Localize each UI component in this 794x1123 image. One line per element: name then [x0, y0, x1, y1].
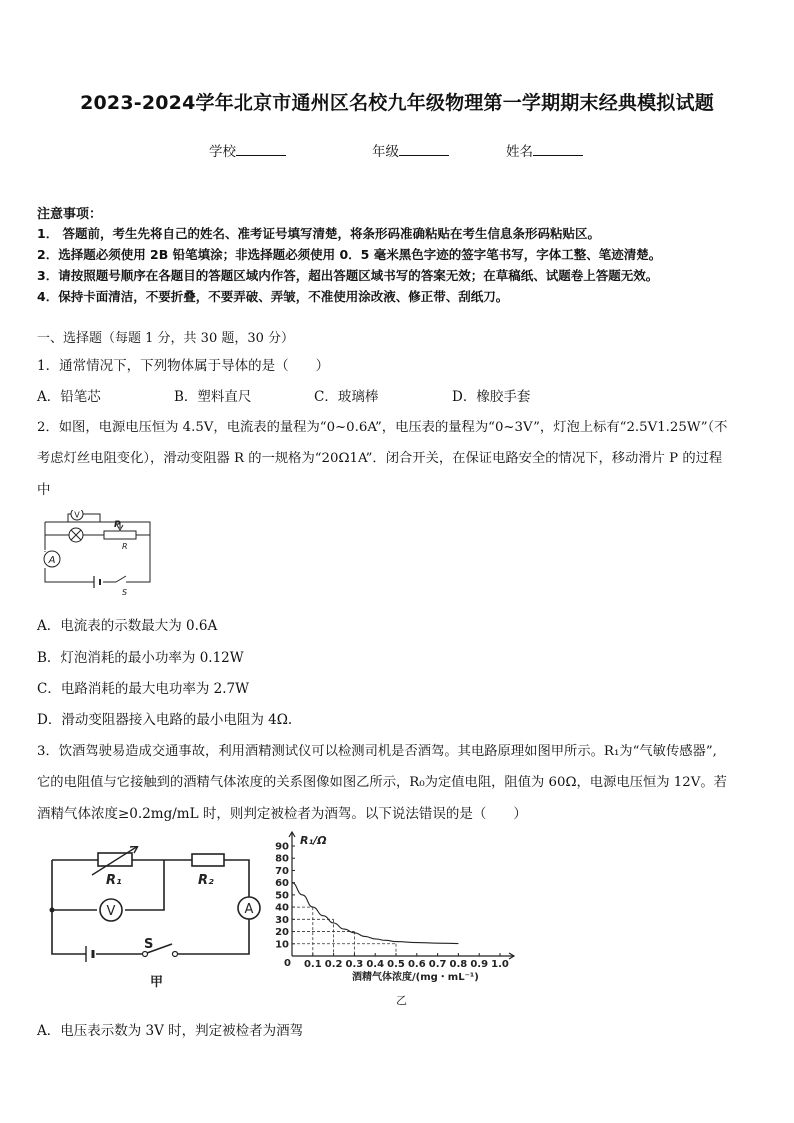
- q1-stem: 1．通常情况下，下列物体属于导体的是（ ）: [37, 358, 330, 374]
- x-tick-label: 0.7: [428, 959, 447, 970]
- ammeter-letter: A: [48, 555, 56, 566]
- y-tick-label: 40: [275, 902, 289, 914]
- note-item: 1． 答题前，考生先将自己的姓名、准考证号填写清楚，将条形码准确粘贴在考生信息条形码粘贴区。: [37, 226, 601, 241]
- q3-resistance-chart: [268, 828, 526, 1008]
- rheostat-symbol: [104, 531, 136, 539]
- x-tick-label: 0.6: [407, 959, 426, 970]
- grade-blank: [399, 142, 449, 156]
- figure-caption-jia: 甲: [150, 975, 164, 990]
- note-item: 4．保持卡面清洁，不要折叠，不要弄破、弄皱，不准使用涂改液、修正带、刮纸刀。: [37, 289, 509, 304]
- x-axis-label: 酒精气体浓度/(mg・mL⁻¹): [352, 972, 479, 983]
- name-field: [506, 140, 583, 160]
- q3-circuit-diagram: [38, 846, 268, 990]
- q3-line: 酒精气体浓度≥0.2mg/mL 时，则判定被检者为酒驾。以下说法错误的是（ ）: [37, 806, 527, 822]
- q2-option-d: D．滑动变阻器接入电路的最小电阻为 4Ω.: [37, 712, 293, 728]
- school-blank: [236, 142, 286, 156]
- ammeter-letter: A: [244, 902, 254, 917]
- q1-option-d: D．橡胶手套: [452, 389, 531, 405]
- q2-line: 考虑灯丝电阻变化），滑动变阻器 R 的一规格为“20Ω1A”．闭合开关，在保证电路安全的情况下，移动滑片 P 的过程: [37, 451, 723, 466]
- grade-label: 年级: [372, 144, 399, 160]
- note-item: 2．选择题必须使用 2B 铅笔填涂；非选择题必须使用 0．5 毫米黑色字迹的签字笔书写，字体工整、笔迹清楚。: [37, 247, 662, 262]
- y-tick-label: 90: [275, 841, 289, 853]
- x-tick-label: 0.4: [366, 959, 385, 970]
- y-tick-label: 70: [275, 865, 289, 877]
- junction-dot: [50, 908, 55, 913]
- q2-option-b: B．灯泡消耗的最小功率为 0.12W: [37, 650, 244, 666]
- q3-line: 它的电阻值与它接触到的酒精气体浓度的关系图像如图乙所示，R₀为定值电阻，阻值为 60Ω，电源电压恒为 12V。若: [37, 775, 727, 790]
- y-axis-label: R₁/Ω: [300, 834, 327, 847]
- slider-letter: P: [114, 520, 121, 530]
- q1-option-c: C．玻璃棒: [314, 389, 379, 405]
- q3-option-a: A．电压表示数为 3V 时，判定被检者为酒驾: [37, 1023, 304, 1039]
- voltmeter-letter: V: [74, 510, 80, 520]
- section-heading: 一、选择题（每题 1 分，共 30 题，30 分）: [37, 331, 295, 346]
- voltmeter-letter: V: [106, 904, 116, 919]
- q1-option-b: B．塑料直尺: [174, 389, 252, 405]
- q3-line: 3．饮酒驾驶易造成交通事故，利用酒精测试仪可以检测司机是否酒驾。其电路原理如图甲所示。R₁为“气敏传感器”,: [37, 744, 717, 759]
- x-tick-label: 0.3: [345, 959, 364, 970]
- switch-letter: S: [144, 937, 154, 952]
- note-item: 3．请按照题号顺序在各题目的答题区域内作答，超出答题区域书写的答案无效；在草稿纸、试题卷上答题无效。: [37, 268, 659, 283]
- page-title: 2023-2024学年北京市通州区名校九年级物理第一学期期末经典模拟试题: [80, 92, 714, 114]
- y-tick-label: 10: [275, 939, 289, 951]
- x-tick-label: 0.8: [449, 959, 468, 970]
- q2-option-c: C．电路消耗的最大电功率为 2.7W: [37, 681, 249, 697]
- r1-label: R₁: [106, 873, 122, 888]
- y-tick-label: 60: [275, 878, 289, 890]
- q2-circuit-diagram: [38, 510, 158, 598]
- school-field: [209, 140, 286, 160]
- figure-caption-yi: 乙: [396, 994, 407, 1007]
- y-tick-label: 20: [275, 927, 289, 939]
- x-tick-label: 0.1: [303, 959, 322, 970]
- resistance-curve: [292, 883, 458, 944]
- r1-symbol: [98, 853, 132, 866]
- q2-line: 2．如图，电源电压恒为 4.5V，电流表的量程为“0~0.6A”，电压表的量程为“0~3V”，灯泡上标有“2.5V1.25W”（不: [37, 420, 728, 435]
- school-label: 学校: [209, 144, 236, 160]
- x-tick-label: 0.9: [470, 959, 489, 970]
- rheostat-letter: R: [122, 542, 128, 551]
- grade-field: [372, 140, 449, 160]
- switch-letter: S: [122, 588, 128, 597]
- r2-label: R₂: [198, 873, 214, 888]
- y-tick-label: 50: [275, 890, 289, 902]
- q2-option-a: A．电流表的示数最大为 0.6A: [37, 618, 218, 634]
- notes-heading: 注意事项：: [37, 207, 103, 222]
- y-tick-label: 30: [275, 914, 289, 926]
- r2-symbol: [192, 854, 224, 866]
- name-label: 姓名: [506, 144, 533, 160]
- name-blank: [533, 142, 583, 156]
- q1-option-a: A．铅笔芯: [37, 389, 101, 405]
- switch-contact: [173, 952, 178, 957]
- x-tick-label: 0.5: [387, 959, 405, 970]
- x-tick-label: 0.2: [324, 959, 343, 970]
- y-tick-label: 80: [275, 853, 289, 865]
- x-tick-label: 1.0: [491, 959, 509, 970]
- q2-line: 中: [37, 482, 51, 498]
- origin-label: 0: [284, 958, 291, 969]
